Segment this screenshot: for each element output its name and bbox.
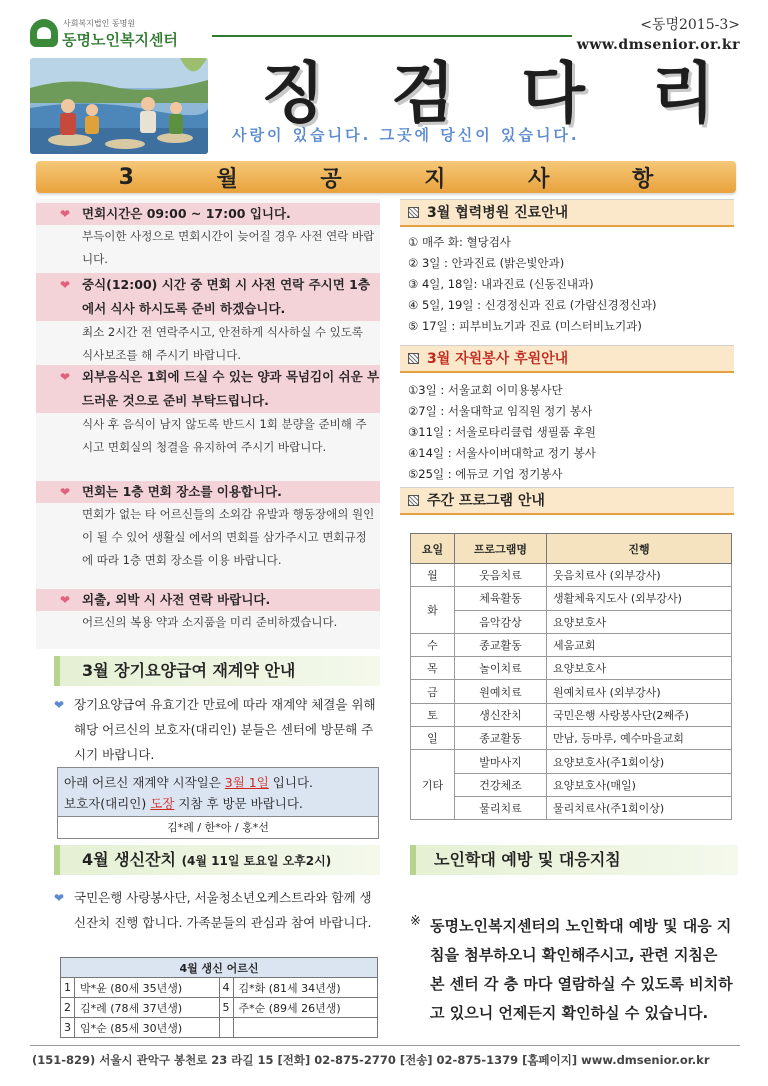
notice-body: 부득이한 사정으로 면회시간이 늦어질 경우 사전 연락 바랍니다. [82, 229, 375, 266]
notice-panel [36, 199, 380, 649]
text-span: 입니다. [268, 775, 314, 790]
text-span: 아래 어르신 재계약 시작일은 [64, 775, 225, 790]
main-heading-bar [36, 161, 736, 193]
table-row [411, 703, 732, 726]
heart-icon: ❤ [54, 891, 65, 905]
website-url: www.dmsenior.or.kr [576, 37, 740, 53]
staff-cell: 요양보호사(주1회이상) [547, 750, 732, 773]
staff-cell: 세움교회 [547, 633, 732, 656]
program-cell: 놀이치료 [455, 657, 547, 680]
day-cell: 금 [411, 680, 455, 703]
heading-char: 사 [528, 166, 550, 192]
renewal-box-line-2 [64, 793, 372, 814]
notice-body: 면회가 없는 타 어르신들의 소외감 유발과 행동장애의 원인이 될 수 있어 생활실 에서의 면회를 삼가주시고 면회규정에 따라 1층 면회 장소를 이용 바랍니다. [82, 507, 375, 567]
program-cell: 웃음치료 [455, 564, 547, 587]
weekly-schedule-table [410, 533, 732, 820]
empty-cell [219, 1018, 233, 1038]
program-cell: 종교활동 [455, 727, 547, 750]
birthday-heading-subtitle: (4월 11일 토요일 오후2시) [181, 854, 332, 868]
renewal-box-line-1 [64, 772, 372, 793]
staff-cell: 원예치료사 (외부강사) [547, 680, 732, 703]
person-cell: 김*례 (78세 37년생) [75, 998, 220, 1018]
notice-title-text: 면회는 1층 면회 장소를 이용합니다. [82, 484, 282, 499]
heart-icon: ❤ [54, 698, 65, 712]
seal-required: 도장 [150, 796, 175, 811]
table-row [411, 564, 732, 587]
notice-title [36, 481, 380, 503]
volunteer-heading-text: 3월 자원봉사 후원안내 [427, 351, 569, 367]
table-row [61, 978, 378, 998]
org-logo [30, 16, 210, 56]
day-cell: 기타 [411, 750, 455, 820]
table-row [61, 998, 378, 1018]
person-cell: 주*순 (89세 26년생) [233, 998, 378, 1018]
program-cell: 체육활동 [455, 587, 547, 610]
renewal-heading [54, 656, 380, 686]
staff-cell: 요양보호사 [547, 657, 732, 680]
notice-title-text: 면회시간은 09:00 ~ 17:00 입니다. [82, 206, 291, 221]
weekly-heading [400, 487, 734, 515]
birthday-heading [54, 845, 380, 875]
birthday-heading-text: 4월 생신잔치 [82, 850, 176, 869]
table-row [411, 610, 732, 633]
text-span: 지참 후 방문 바랍니다. [174, 796, 303, 811]
footer-rule [30, 1045, 740, 1046]
hospital-heading [400, 199, 734, 227]
slogan: 사랑이 있습니다. 그곳에 당신이 있습니다. [232, 126, 580, 144]
list-item: ②7일 : 서울대학교 임직원 정기 봉사 [408, 404, 593, 418]
list-item: ⑤ 17일 : 피부비뇨기과 진료 (미스터비뇨기과) [408, 319, 642, 333]
renewal-start-date: 3월 1일 [224, 775, 269, 790]
program-cell: 건강체조 [455, 773, 547, 796]
heading-char: 공 [320, 166, 342, 192]
person-cell: 김*화 (81세 34년생) [233, 978, 378, 998]
heading-char: 지 [424, 166, 446, 192]
row-number: 5 [219, 998, 233, 1018]
title-char-3: 다 [521, 54, 585, 132]
heart-icon: ❤ [60, 485, 71, 499]
table-row [411, 657, 732, 680]
notice-title [36, 365, 380, 413]
list-item: ④ 5일, 19일 : 신경정신과 진료 (가람신경정신과) [408, 298, 657, 312]
hospital-list [408, 232, 738, 337]
issue-number: <동명2015-3> [640, 17, 740, 33]
table-row [411, 633, 732, 656]
row-number: 1 [61, 978, 75, 998]
staff-cell: 요양보호사 [547, 610, 732, 633]
table-row [411, 796, 732, 819]
birthday-table [60, 957, 378, 1038]
column-header: 진행 [547, 534, 732, 564]
hero-illustration [30, 58, 208, 154]
table-row [411, 587, 732, 610]
program-cell: 종교활동 [455, 633, 547, 656]
empty-cell [233, 1018, 378, 1038]
renewal-names: 김*례 / 한*아 / 홍*선 [57, 817, 379, 839]
row-number: 3 [61, 1018, 75, 1038]
list-item: ③ 4일, 18일: 내과진료 (신동진내과) [408, 277, 594, 291]
list-item: ③11일 : 서울로타리클럽 생필품 후원 [408, 425, 596, 439]
heading-char: 월 [216, 166, 238, 192]
list-item: ⑤25일 : 에듀코 기업 정기봉사 [408, 467, 563, 481]
column-header: 프로그램명 [455, 534, 547, 564]
notice-title [36, 273, 380, 321]
birthday-table-title: 4월 생신 어르신 [61, 958, 378, 978]
hospital-heading-text: 3월 협력병원 진료안내 [427, 205, 569, 221]
volunteer-list [408, 380, 738, 485]
weekly-heading-text: 주간 프로그램 안내 [427, 493, 545, 509]
day-cell: 일 [411, 727, 455, 750]
footer-contact: (151-829) 서울시 관악구 봉천로 23 라길 15 [전화] 02-875-2770 [전송] 02-875-1379 [홈페이지] www.dmsenior.or.kr [32, 1053, 710, 1067]
notice-body: 식사 후 음식이 남지 않도록 반드시 1회 분량을 준비해 주시고 면회실의 청결을 유지하여 주시기 바랍니다. [82, 417, 367, 454]
table-row [411, 750, 732, 773]
staff-cell: 국민은행 사랑봉사단(2째주) [547, 703, 732, 726]
day-cell: 월 [411, 564, 455, 587]
list-item: ② 3일 : 안과진료 (밝은빛안과) [408, 256, 565, 270]
heart-logo-icon [30, 19, 58, 47]
heart-icon: ❤ [60, 593, 71, 607]
renewal-text: 장기요양급여 유효기간 만료에 따라 재계약 체결을 위해 해당 어르신의 보호자(대리인) 분들은 센터에 방문해 주시기 바랍니다. [74, 697, 376, 762]
org-parent-name: 사회복지법인 동명원 [63, 19, 136, 28]
table-row [411, 727, 732, 750]
title-char-1: 징 [261, 54, 325, 132]
reference-mark: ※ [410, 914, 421, 929]
header-rule [212, 35, 572, 37]
program-cell: 원예치료 [455, 680, 547, 703]
birthday-text: 국민은행 사랑봉사단, 서울청소년오케스트라와 함께 생신잔치 진행 합니다. 가족분들의 관심과 참여 바랍니다. [74, 890, 372, 930]
hatched-box-icon [408, 353, 419, 364]
heart-icon: ❤ [60, 207, 71, 221]
notice-title-text: 외출, 외박 시 사전 연락 바랍니다. [82, 592, 271, 607]
newsletter-title [228, 48, 748, 132]
text-span: 보호자(대리인) [64, 796, 151, 811]
list-item: ④14일 : 서울사이버대학교 정기 봉사 [408, 446, 596, 460]
day-cell: 토 [411, 703, 455, 726]
person-cell: 임*순 (85세 30년생) [75, 1018, 220, 1038]
table-row [411, 680, 732, 703]
day-cell: 화 [411, 587, 455, 634]
org-name: 동명노인복지센터 [62, 31, 178, 49]
table-row [411, 773, 732, 796]
day-cell: 수 [411, 633, 455, 656]
person-cell: 박*윤 (80세 35년생) [75, 978, 220, 998]
notice-title-text: 중식(12:00) 시간 중 면회 시 사전 연락 주시면 1층에서 식사 하시도록 준비 하겠습니다. [82, 277, 370, 316]
renewal-heading-text: 3월 장기요양급여 재계약 안내 [82, 661, 296, 680]
title-char-4: 리 [651, 54, 715, 132]
title-char-2: 검 [391, 54, 455, 132]
volunteer-heading [400, 345, 734, 373]
hatched-box-icon [408, 207, 419, 218]
row-number: 2 [61, 998, 75, 1018]
notice-title [36, 589, 380, 611]
abuse-heading-text: 노인학대 예방 및 대응지침 [434, 850, 621, 869]
abuse-text: 동명노인복지센터의 노인학대 예방 및 대응 지침을 첨부하오니 확인해주시고, 관련 지침은 본 센터 각 층 마다 열람하실 수 있도록 비치하고 있으니 언제든지 확인하실 수 있습니다. [430, 917, 733, 1022]
table-header-row [61, 958, 378, 978]
notice-body: 어르신의 복용 약과 소지품을 미리 준비하겠습니다. [82, 615, 338, 629]
hatched-box-icon [408, 495, 419, 506]
notice-title-text: 외부음식은 1회에 드실 수 있는 양과 목넘김이 쉬운 부드러운 것으로 준비 부탁드립니다. [82, 369, 380, 408]
list-item: ①3일 : 서울교회 이미용봉사단 [408, 383, 563, 397]
program-cell: 음악감상 [455, 610, 547, 633]
heading-char: 3 [118, 164, 134, 190]
list-item: ① 매주 화: 혈당검사 [408, 235, 511, 249]
table-row [61, 1018, 378, 1038]
table-header-row [411, 534, 732, 564]
renewal-notice-box [57, 767, 379, 817]
staff-cell: 웃음치료사 (외부강사) [547, 564, 732, 587]
program-cell: 발마사지 [455, 750, 547, 773]
heart-icon: ❤ [60, 278, 71, 292]
column-header: 요일 [411, 534, 455, 564]
staff-cell: 물리치료사(주1회이상) [547, 796, 732, 819]
heart-icon: ❤ [60, 370, 71, 384]
row-number: 4 [219, 978, 233, 998]
staff-cell: 만남, 등마루, 예수마을교회 [547, 727, 732, 750]
abuse-heading [410, 845, 738, 875]
heading-char: 항 [632, 166, 654, 192]
program-cell: 생신잔치 [455, 703, 547, 726]
day-cell: 목 [411, 657, 455, 680]
notice-title [36, 203, 380, 225]
notice-body: 최소 2시간 전 연락주시고, 안전하게 식사하실 수 있도록 식사보조를 해 주시기 바랍니다. [82, 325, 363, 362]
program-cell: 물리치료 [455, 796, 547, 819]
staff-cell: 생활체육지도사 (외부강사) [547, 587, 732, 610]
staff-cell: 요양보호사(매일) [547, 773, 732, 796]
